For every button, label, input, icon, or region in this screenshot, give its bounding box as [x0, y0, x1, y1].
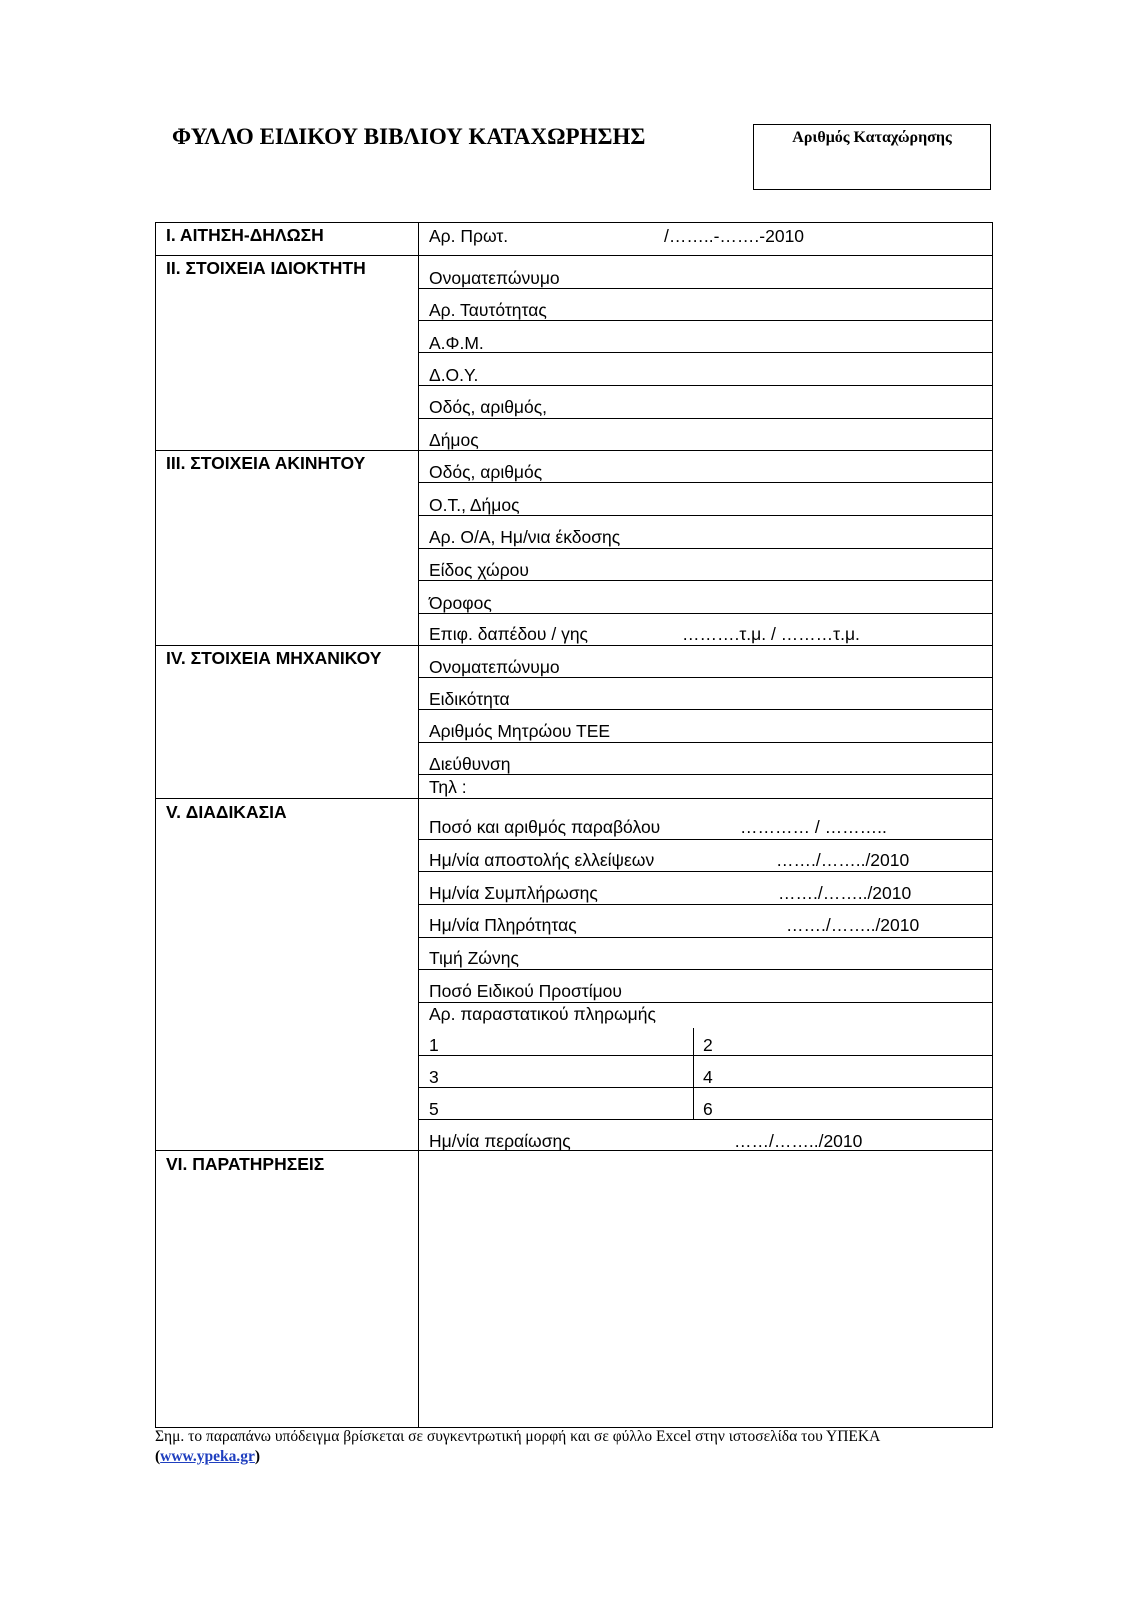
field-property-area[interactable]: Επιφ. δαπέδου / γης: [429, 624, 588, 644]
footer-link-close: ): [254, 1448, 261, 1465]
row-divider: [418, 937, 993, 938]
section-property: ΙΙΙ. ΣΤΟΙΧΕΙΑ ΑΚΙΝΗΤΟΥ: [166, 453, 366, 473]
field-owner-id[interactable]: Αρ. Ταυτότητας: [429, 300, 547, 320]
payment-doc-5[interactable]: 5: [429, 1099, 439, 1119]
row-divider: [418, 482, 993, 483]
row-divider: [418, 352, 993, 353]
field-engineer-tee[interactable]: Αριθμός Μητρώου ΤΕΕ: [429, 721, 611, 741]
field-engineer-address[interactable]: Διεύθυνση: [429, 754, 511, 774]
row-divider: [418, 1119, 993, 1120]
section-owner: ΙΙ. ΣΤΟΙΧΕΙΑ ΙΔΙΟΚΤΗΤΗ: [166, 258, 366, 278]
row-divider: [418, 385, 993, 386]
field-fee-value: ………… / ………..: [740, 817, 887, 837]
row-divider: [418, 742, 993, 743]
field-payment-docs: Αρ. παραστατικού πληρωμής: [429, 1004, 656, 1024]
field-completion-date[interactable]: Ημ/νία Συμπλήρωσης: [429, 883, 598, 903]
row-divider: [418, 1055, 993, 1056]
footer-note: [155, 1427, 995, 1467]
row-divider: [418, 613, 993, 614]
payment-doc-1[interactable]: 1: [429, 1035, 439, 1055]
field-owner-name[interactable]: Ονοματεπώνυμο: [429, 268, 560, 288]
field-fee[interactable]: Ποσό και αριθμός παραβόλου: [429, 817, 661, 837]
section-divider: [155, 450, 993, 451]
row-divider: [418, 677, 993, 678]
field-property-floor[interactable]: Όροφος: [429, 593, 492, 613]
row-divider: [418, 969, 993, 970]
field-completion-value: ……./……../2010: [778, 883, 912, 903]
section-divider: [155, 255, 418, 256]
section-divider: [155, 798, 993, 799]
row-divider: [418, 418, 993, 419]
field-deficiency-date[interactable]: Ημ/νία αποστολής ελλείψεων: [429, 850, 655, 870]
field-engineer-specialty[interactable]: Ειδικότητα: [429, 689, 510, 709]
row-divider: [418, 288, 993, 289]
field-owner-afm[interactable]: Α.Φ.Μ.: [429, 333, 484, 353]
section-procedure: V. ΔΙΑΔΙΚΑΣΙΑ: [166, 802, 287, 822]
section-divider: [155, 1150, 993, 1151]
section-engineer: ΙV. ΣΤΟΙΧΕΙΑ ΜΗΧΑΝΙΚΟΥ: [166, 648, 382, 668]
payment-grid-divider: [693, 1028, 694, 1119]
field-owner-street[interactable]: Οδός, αριθμός,: [429, 397, 548, 417]
field-engineer-name[interactable]: Ονοματεπώνυμο: [429, 657, 560, 677]
field-protocol-number[interactable]: Αρ. Πρωτ.: [429, 226, 509, 246]
payment-doc-2[interactable]: 2: [703, 1035, 713, 1055]
field-property-street[interactable]: Οδός, αριθμός: [429, 462, 543, 482]
field-closing-value: ……/……../2010: [734, 1131, 863, 1151]
field-engineer-phone[interactable]: Τηλ :: [429, 777, 467, 797]
registration-number-box[interactable]: [753, 124, 991, 190]
row-divider: [418, 548, 993, 549]
field-protocol-value: /……..-…….-2010: [664, 226, 805, 246]
footer-note-text: Σημ. το παραπάνω υπόδειγμα βρίσκεται σε συγκεντρωτική μορφή και σε φύλλο Excel στην ιστοσελίδα του ΥΠΕΚΑ: [155, 1428, 881, 1445]
row-divider: [418, 774, 993, 775]
field-property-block[interactable]: Ο.Τ., Δήμος: [429, 495, 520, 515]
field-fullness-date[interactable]: Ημ/νία Πληρότητας: [429, 915, 577, 935]
field-closing-date[interactable]: Ημ/νία περαίωσης: [429, 1131, 571, 1151]
field-property-space-type[interactable]: Είδος χώρου: [429, 560, 529, 580]
row-divider: [418, 839, 993, 840]
row-divider: [418, 580, 993, 581]
column-divider: [418, 222, 419, 1428]
row-divider: [418, 1002, 993, 1003]
payment-doc-3[interactable]: 3: [429, 1067, 439, 1087]
row-divider: [418, 320, 993, 321]
field-special-fine[interactable]: Ποσό Ειδικού Προστίμου: [429, 981, 622, 1001]
payment-doc-4[interactable]: 4: [703, 1067, 713, 1087]
row-divider: [418, 515, 993, 516]
field-deficiency-value: ……./……../2010: [776, 850, 910, 870]
section-divider: [155, 645, 993, 646]
registration-number-label: Αριθμός Καταχώρησης: [792, 129, 952, 146]
field-owner-municipality[interactable]: Δήμος: [429, 430, 479, 450]
footer-link-open: (: [155, 1448, 161, 1465]
row-divider: [418, 871, 993, 872]
field-property-area-value: ……….τ.μ. / ………τ.μ.: [682, 624, 860, 644]
field-owner-doy[interactable]: Δ.Ο.Υ.: [429, 365, 479, 385]
ypeka-link[interactable]: www.ypeka.gr: [160, 1448, 255, 1465]
remarks-area[interactable]: [420, 1152, 991, 1426]
row-divider: [418, 904, 993, 905]
payment-doc-6[interactable]: 6: [703, 1099, 713, 1119]
row-divider: [418, 1087, 993, 1088]
form-title: ΦΥΛΛΟ ΕΙΔΙΚΟΥ ΒΙΒΛΙΟΥ ΚΑΤΑΧΩΡΗΣΗΣ: [172, 124, 646, 149]
section-remarks: VΙ. ΠΑΡΑΤΗΡΗΣΕΙΣ: [166, 1154, 325, 1174]
section-application: Ι. ΑΙΤΗΣΗ-ΔΗΛΩΣΗ: [166, 225, 324, 245]
field-property-permit[interactable]: Αρ. Ο/Α, Ημ/νια έκδοσης: [429, 527, 621, 547]
row-divider: [418, 709, 993, 710]
row-divider: [418, 255, 993, 256]
field-fullness-value: ……./……../2010: [786, 915, 920, 935]
field-zone-price[interactable]: Τιμή Ζώνης: [429, 948, 519, 968]
